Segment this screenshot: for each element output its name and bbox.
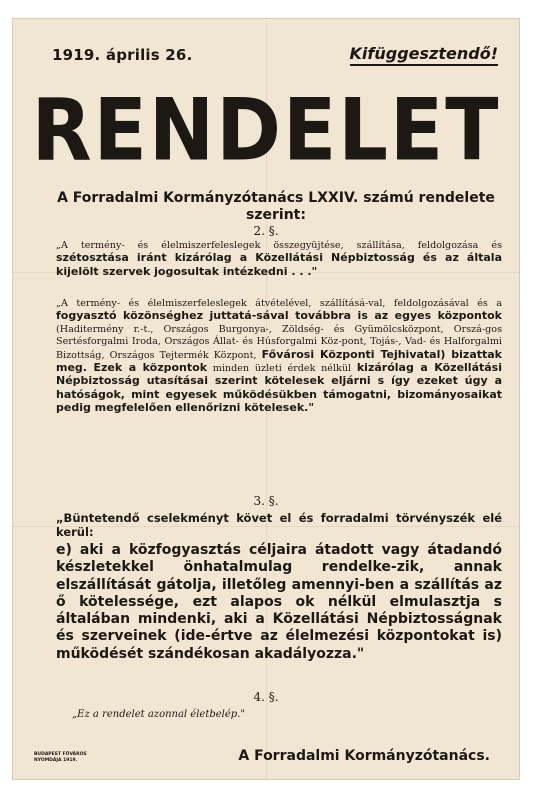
signature: A Forradalmi Kormányzótanács. xyxy=(238,748,490,764)
poster-title: RENDELET xyxy=(31,81,501,181)
section-3-intro: „Büntetendő cselekményt követ el és forradalmi törvényszék elé kerül: xyxy=(56,511,502,539)
section-3-heading: 3. §. xyxy=(253,494,279,508)
section-3-item-e: e) aki a közfogyasztás céljaira átadott vagy átadandó készletekkel önhatalmulag rendelke-zik, annak elszállítását gátolja, illetőleg amennyi-ben a szállítás az ő kötelessége, ezt alapos ok nélkül elmulasztja s általában mindenki, aki a Közellátási Népbiztosságnak és szerveinek (ide-értve az élelmezési központokat is) működését szándékosan akadályozza." xyxy=(56,542,502,662)
posting-note: Kifüggesztendő! xyxy=(350,44,498,66)
section-4-heading: 4. §. xyxy=(253,690,279,704)
poster xyxy=(12,18,520,780)
section-2-paragraph-2: „A termény- és élelmiszerfeleslegek átvételével, szállításá-val, feldolgozásával és a fogyasztó közönséghez juttatá-sával továbbra is az egyes központok (Haditermény r.-t., Országos Burgonya-, Zöldség- és Gyümölcsközpont, Orszá-gos Sertésforgalmi Iroda, Országos Állat- és Húsforgalmi Köz-pont, Tojás-, Vad- és Halforgalmi Bizottság, Országos Tejtermék Központ, Fővárosi Központi Tejhivatal) bizattak meg. Ezek a központok minden üzleti érdek nélkül kizárólag a Közellátási Népbiztosság utasításai szerint kötelesek eljárni s így ezeket úgy a hatóságok, mint egyesek működésükben támogatni, bizományosaikat pedig megfelelően ellenőrizni kötelesek." xyxy=(56,298,502,415)
section-2-paragraph-1: „A termény- és élelmiszerfeleslegek összegyüjtése, szállítása, feldolgozása és szétosztása iránt kizárólag a Közellátási Népbiztosság és az általa kijelölt szervek jogosultak intézkedni . . ." xyxy=(56,240,502,278)
decree-subtitle: A Forradalmi Kormányzótanács LXXIV. számú rendelete szerint: xyxy=(57,190,495,223)
section-4-text: „Ez a rendelet azonnal életbelép." xyxy=(72,709,245,720)
decree-date: 1919. április 26. xyxy=(52,46,193,64)
printer-imprint: BUDAPEST FŐVÁROS NYOMDÁJA 1919. xyxy=(34,752,87,763)
section-2-heading: 2. §. xyxy=(253,224,279,238)
